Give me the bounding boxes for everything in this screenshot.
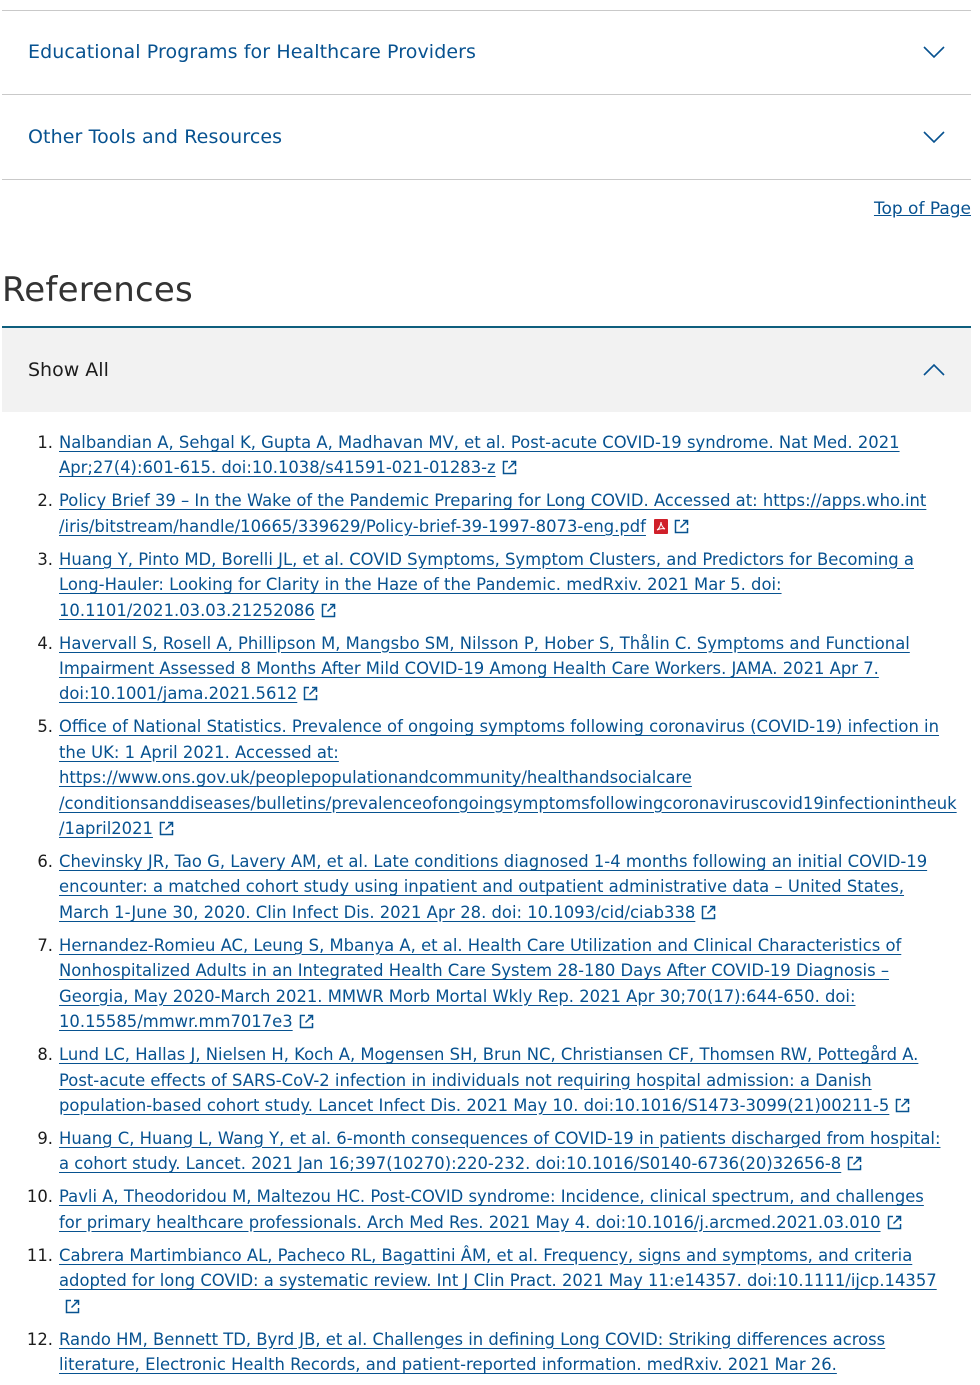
- chevron-up-icon: [923, 363, 945, 377]
- accordion-label: Educational Programs for Healthcare Providers: [28, 41, 477, 63]
- list-item: [37, 849, 951, 925]
- reference-link[interactable]: Lund LC, Hallas J, Nielsen H, Koch A, Mogensen SH, Brun NC, Christiansen CF, Thomsen RW, Pottegård A. Post-acute effects of SARS-CoV-2 infection in individuals not requiring hospital admission: a Danish population-based cohort study. Lancet Infect Dis. 2021 May 10. doi:10.1016/S1473-3099(21)00211-5: [59, 1045, 919, 1115]
- reference-number: 3.: [37, 549, 53, 569]
- external-link-icon[interactable]: [299, 1014, 314, 1029]
- external-link-icon[interactable]: [701, 905, 716, 920]
- list-item: [37, 933, 951, 1035]
- reference-number: 9.: [37, 1128, 53, 1148]
- pdf-icon: [654, 519, 668, 534]
- list-item: [26, 1327, 951, 1378]
- external-link-icon[interactable]: [65, 1299, 80, 1314]
- reference-number: 5.: [37, 717, 53, 737]
- accordion-label: Other Tools and Resources: [28, 126, 283, 148]
- external-link-icon[interactable]: [674, 519, 689, 534]
- list-item: [37, 430, 951, 481]
- reference-link[interactable]: Nalbandian A, Sehgal K, Gupta A, Madhavan MV, et al. Post-acute COVID-19 syndrome. Nat Med. 2021 Apr;27(4):601-615. doi:10.1038/s41591-021-01283-z: [59, 433, 900, 478]
- list-item: [37, 631, 951, 707]
- reference-link[interactable]: Cabrera Martimbianco AL, Pacheco RL, Bagattini ÂM, et al. Frequency, signs and symptoms, and criteria adopted for long COVID: a systematic review. Int J Clin Pract. 2021 May 11:e14357. doi:10.1111/ijcp.14357: [59, 1245, 937, 1291]
- external-link-icon[interactable]: [502, 460, 517, 475]
- reference-link[interactable]: Hernandez-Romieu AC, Leung S, Mbanya A, et al. Health Care Utilization and Clinical Characteristics of Nonhospitalized Adults in an Integrated Health Care System 28-180 Days After COVID-19 Diagnosis – Georgia, May 2020-March 2021. MMWR Morb Mortal Wkly Rep. 2021 Apr 30;70(17):644-650. doi: 10.15585/mmwr.mm7017e3: [59, 935, 902, 1032]
- list-item: [37, 1042, 951, 1118]
- show-all-toggle[interactable]: [2, 328, 971, 412]
- list-item: [26, 1243, 951, 1319]
- accordion-other-tools[interactable]: [2, 95, 971, 180]
- list-item: [37, 547, 951, 623]
- reference-link[interactable]: Rando HM, Bennett TD, Byrd JB, et al. Challenges in defining Long COVID: Striking differences across literature, Electronic Health Records, and patient-reported information. medRxiv. 2021 Mar 26.: [59, 1329, 886, 1374]
- reference-link[interactable]: Pavli A, Theodoridou M, Maltezou HC. Post-COVID syndrome: Incidence, clinical spectrum, and challenges for primary healthcare professionals. Arch Med Res. 2021 May 4. doi:10.1016/j.arcmed.2021.03.010: [59, 1187, 924, 1232]
- external-link-icon[interactable]: [887, 1215, 902, 1230]
- reference-number: 2.: [37, 491, 53, 511]
- external-link-icon[interactable]: [321, 603, 336, 618]
- external-link-icon[interactable]: [895, 1098, 910, 1113]
- reference-number: 10.: [26, 1187, 53, 1207]
- list-item: [37, 1126, 951, 1177]
- chevron-down-icon: [923, 130, 945, 144]
- reference-number: 7.: [37, 935, 53, 955]
- reference-link[interactable]: Office of National Statistics. Prevalence of ongoing symptoms following coronavirus (COVID-19) infection in the UK: 1 April 2021. Accessed at: https://www.ons.gov.uk/peoplepopulationandcommunity/healthandsocialcare /conditionsanddiseases/bulletins/prevalenceofongoingsymptomsfollowingcoronaviruscovid19infectionintheuk /1april2021: [59, 717, 957, 839]
- reference-link[interactable]: Havervall S, Rosell A, Phillipson M, Mangsbo SM, Nilsson P, Hober S, Thålin C. Symptoms and Functional Impairment Assessed 8 Months After Mild COVID-19 Among Health Care Workers. JAMA. 2021 Apr 7. doi:10.1001/jama.2021.5612: [59, 633, 910, 704]
- reference-link[interactable]: Chevinsky JR, Tao G, Lavery AM, et al. Late conditions diagnosed 1-4 months following an initial COVID-19 encounter: a matched cohort study using inpatient and outpatient administrative data – United States, March 1-June 30, 2020. Clin Infect Dis. 2021 Apr 28. doi: 10.1093/cid/ciab338: [59, 852, 928, 922]
- reference-number: 1.: [37, 433, 53, 452]
- reference-link[interactable]: Huang C, Huang L, Wang Y, et al. 6-month consequences of COVID-19 in patients discharged from hospital: a cohort study. Lancet. 2021 Jan 16;397(10270):220-232. doi:10.1016/S0140-6736(20)32656-8: [59, 1128, 941, 1174]
- reference-number: 6.: [37, 852, 53, 872]
- reference-number: 8.: [37, 1045, 53, 1065]
- accordion-educational-programs[interactable]: [2, 10, 971, 95]
- reference-number: 12.: [26, 1329, 53, 1349]
- reference-number: 4.: [37, 633, 53, 653]
- list-item: [37, 714, 957, 841]
- external-link-icon[interactable]: [159, 821, 174, 836]
- external-link-icon[interactable]: [303, 686, 318, 701]
- references-heading: References: [2, 270, 193, 310]
- external-link-icon[interactable]: [847, 1156, 862, 1171]
- list-item: [26, 1184, 951, 1235]
- list-item: [37, 488, 951, 539]
- reference-link[interactable]: Huang Y, Pinto MD, Borelli JL, et al. COVID Symptoms, Symptom Clusters, and Predictors for Becoming a Long-Hauler: Looking for Clarity in the Haze of the Pandemic. medRxiv. 2021 Mar 5. doi: 10.1101/2021.03.03.21252086: [59, 549, 914, 620]
- show-all-label: Show All: [28, 359, 109, 381]
- chevron-down-icon: [923, 45, 945, 59]
- reference-link[interactable]: Policy Brief 39 – In the Wake of the Pandemic Preparing for Long COVID. Accessed at: https://apps.who.int /iris/bitstream/handle/10665/339629/Policy-brief-39-1997-8073-eng.pdf: [59, 491, 927, 536]
- top-of-page-link[interactable]: Top of Page: [873, 199, 971, 219]
- reference-number: 11.: [26, 1245, 53, 1265]
- reference-list: [2, 430, 971, 1385]
